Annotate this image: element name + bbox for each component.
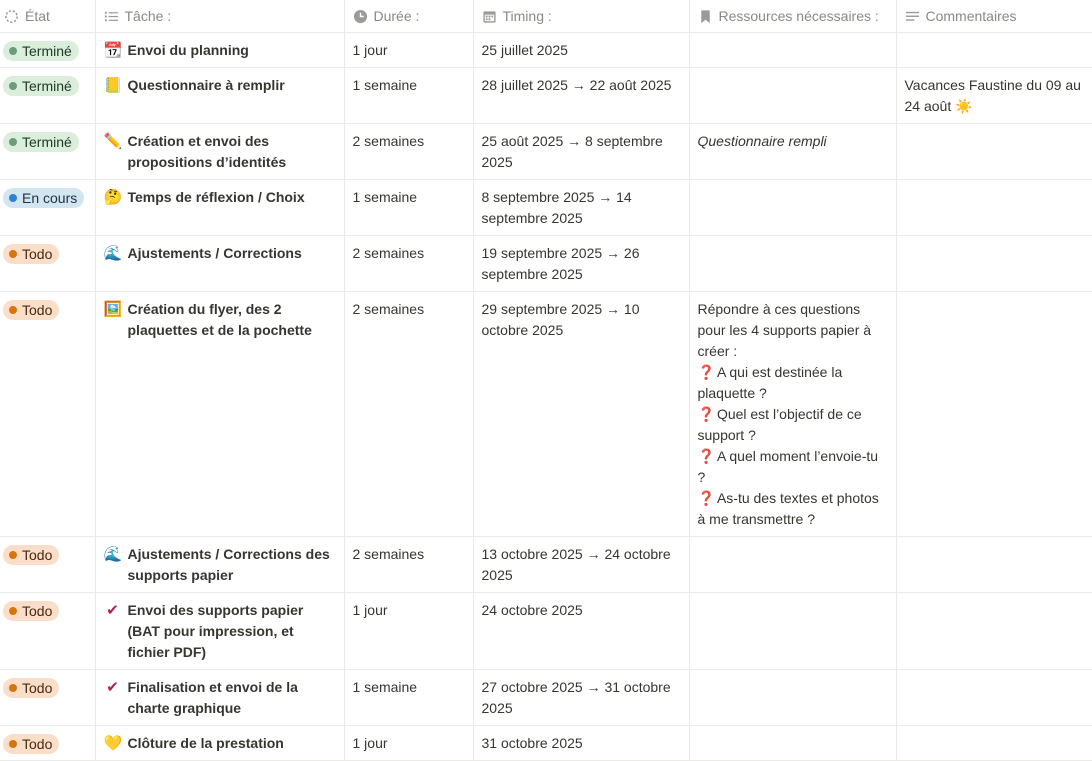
comment-value: Vacances Faustine du 09 au 24 août ☀️	[904, 77, 1081, 114]
resources-intro: Répondre à ces questions pour les 4 supports papier à créer :	[697, 301, 872, 359]
status-label: Terminé	[22, 78, 72, 94]
comment-cell[interactable]	[896, 236, 1092, 292]
timing-cell[interactable]	[473, 670, 689, 726]
timing-cell[interactable]	[473, 124, 689, 180]
status-dot	[9, 607, 17, 615]
task-name[interactable]: Ajustements / Corrections	[127, 245, 302, 261]
status-dot	[9, 684, 17, 692]
table-row[interactable]	[0, 726, 1092, 761]
question-mark-icon: ❓	[697, 364, 715, 380]
calendar-icon	[482, 9, 497, 24]
header-row	[0, 0, 1092, 33]
status-dot	[9, 250, 17, 258]
timing-cell[interactable]	[473, 726, 689, 761]
duration-value: 1 semaine	[352, 189, 418, 205]
status-badge[interactable]	[3, 244, 59, 264]
duration-cell[interactable]	[344, 593, 473, 670]
status-dot	[9, 194, 17, 202]
task-emoji-icon: 🌊	[103, 245, 123, 262]
timing-value: 25 juillet 2025	[481, 42, 568, 58]
comment-cell[interactable]	[896, 537, 1092, 593]
timing-value: 13 octobre 2025 → 24 octobre 2025	[481, 546, 671, 583]
task-wrapper	[104, 187, 336, 208]
duration-value: 2 semaines	[352, 546, 425, 562]
status-badge[interactable]	[3, 132, 79, 152]
task-name[interactable]: Questionnaire à remplir	[127, 77, 285, 93]
timing-cell[interactable]	[473, 236, 689, 292]
task-name[interactable]: Création et envoi des propositions d’identités	[127, 133, 287, 170]
task-wrapper	[104, 75, 336, 96]
task-name[interactable]: Temps de réflexion / Choix	[127, 189, 305, 205]
table-row[interactable]	[0, 537, 1092, 593]
timing-cell[interactable]	[473, 292, 689, 537]
table-row[interactable]	[0, 124, 1092, 180]
task-cell[interactable]	[95, 180, 344, 236]
status-dot	[9, 551, 17, 559]
duration-value: 1 jour	[352, 735, 388, 751]
duration-cell[interactable]	[344, 292, 473, 537]
status-icon	[4, 9, 19, 24]
timing-value: 27 octobre 2025 → 31 octobre 2025	[481, 679, 671, 716]
header-label: Commentaires	[925, 8, 1017, 24]
comment-cell[interactable]	[896, 33, 1092, 68]
status-label: Todo	[22, 736, 53, 752]
table-row[interactable]	[0, 180, 1092, 236]
resources-cell[interactable]	[689, 726, 896, 761]
column-header-tache[interactable]	[95, 0, 344, 33]
status-label: En cours	[22, 190, 78, 206]
status-label: Todo	[22, 302, 53, 318]
resources-cell[interactable]	[689, 670, 896, 726]
task-cell[interactable]	[95, 292, 344, 537]
task-cell[interactable]	[95, 537, 344, 593]
column-header-ressources[interactable]	[689, 0, 896, 33]
task-cell[interactable]	[95, 593, 344, 670]
task-cell[interactable]	[95, 68, 344, 124]
task-wrapper	[104, 733, 336, 754]
task-wrapper	[104, 544, 336, 586]
status-dot	[9, 306, 17, 314]
duration-value: 1 semaine	[352, 77, 418, 93]
task-emoji-icon: ✔	[106, 679, 119, 696]
resources-cell[interactable]	[689, 124, 896, 180]
status-cell[interactable]	[0, 593, 95, 670]
task-wrapper	[104, 677, 336, 719]
comment-cell[interactable]	[896, 292, 1092, 537]
text-lines-icon	[905, 9, 920, 24]
question-text: Quel est l’objectif de ce support ?	[697, 406, 862, 443]
table-row[interactable]	[0, 68, 1092, 124]
duration-cell[interactable]	[344, 726, 473, 761]
status-label: Todo	[22, 246, 53, 262]
resources-value: Questionnaire rempli	[697, 133, 827, 149]
task-wrapper	[104, 243, 336, 264]
resources-cell[interactable]	[689, 292, 896, 537]
table-row[interactable]	[0, 292, 1092, 537]
status-dot	[9, 740, 17, 748]
task-emoji-icon: 💛	[103, 735, 123, 752]
resources-cell[interactable]	[689, 68, 896, 124]
table-row[interactable]	[0, 593, 1092, 670]
duration-cell[interactable]	[344, 236, 473, 292]
task-cell[interactable]	[95, 33, 344, 68]
resources-cell[interactable]	[689, 537, 896, 593]
column-header-commentaires[interactable]	[896, 0, 1092, 33]
task-name[interactable]: Clôture de la prestation	[127, 735, 284, 751]
status-label: Todo	[22, 603, 53, 619]
resources-question	[698, 488, 888, 530]
resources-cell[interactable]	[689, 593, 896, 670]
duration-value: 2 semaines	[352, 301, 425, 317]
status-dot	[9, 138, 17, 146]
column-header-timing[interactable]	[473, 0, 689, 33]
status-cell[interactable]	[0, 726, 95, 761]
status-dot	[9, 47, 17, 55]
column-header-duree[interactable]	[344, 0, 473, 33]
status-badge[interactable]	[3, 601, 59, 621]
status-cell[interactable]	[0, 124, 95, 180]
duration-cell[interactable]	[344, 537, 473, 593]
table-row[interactable]	[0, 236, 1092, 292]
status-badge[interactable]	[3, 76, 79, 96]
task-wrapper	[104, 600, 336, 663]
resources-cell[interactable]	[689, 33, 896, 68]
timing-value: 25 août 2025 → 8 septembre 2025	[481, 133, 663, 170]
task-emoji-icon: 🌊	[103, 546, 123, 563]
timing-value: 29 septembre 2025 → 10 octobre 2025	[481, 301, 640, 338]
header-label: Ressources nécessaires :	[718, 8, 879, 24]
timing-cell[interactable]	[473, 537, 689, 593]
task-name[interactable]: Ajustements / Corrections des supports papier	[127, 546, 330, 583]
column-header-etat[interactable]	[0, 0, 95, 33]
comment-cell[interactable]	[896, 124, 1092, 180]
task-name[interactable]: Envoi des supports papier (BAT pour impression, et fichier PDF)	[127, 602, 304, 660]
status-cell[interactable]	[0, 537, 95, 593]
status-label: Terminé	[22, 43, 72, 59]
comment-cell[interactable]	[896, 726, 1092, 761]
timing-value: 8 septembre 2025 → 14 septembre 2025	[481, 189, 632, 226]
duration-cell[interactable]	[344, 68, 473, 124]
list-icon	[104, 9, 119, 24]
status-dot	[9, 82, 17, 90]
table-row[interactable]	[0, 33, 1092, 68]
status-badge[interactable]	[3, 300, 59, 320]
question-mark-icon: ❓	[697, 406, 715, 422]
timing-cell[interactable]	[473, 593, 689, 670]
task-cell[interactable]	[95, 236, 344, 292]
resources-question	[698, 404, 888, 446]
resources-question	[698, 362, 888, 404]
status-cell[interactable]	[0, 236, 95, 292]
status-badge[interactable]	[3, 545, 59, 565]
header-label: Tâche :	[124, 8, 172, 24]
status-cell[interactable]	[0, 68, 95, 124]
clock-icon	[353, 9, 368, 24]
timing-cell[interactable]	[473, 68, 689, 124]
task-name[interactable]: Envoi du planning	[127, 42, 249, 58]
duration-cell[interactable]	[344, 180, 473, 236]
task-wrapper	[104, 131, 336, 173]
task-cell[interactable]	[95, 726, 344, 761]
header-label: Timing :	[502, 8, 552, 24]
task-wrapper	[104, 40, 336, 61]
task-emoji-icon: 📆	[103, 42, 123, 59]
status-cell[interactable]	[0, 670, 95, 726]
status-label: Todo	[22, 547, 53, 563]
bookmark-icon	[698, 9, 713, 24]
status-cell[interactable]	[0, 180, 95, 236]
duration-value: 1 semaine	[352, 679, 418, 695]
duration-cell[interactable]	[344, 670, 473, 726]
status-cell[interactable]	[0, 33, 95, 68]
status-cell[interactable]	[0, 292, 95, 537]
comment-cell[interactable]	[896, 180, 1092, 236]
timing-cell[interactable]	[473, 180, 689, 236]
status-badge[interactable]	[3, 734, 59, 754]
duration-cell[interactable]	[344, 33, 473, 68]
status-badge[interactable]	[3, 41, 79, 61]
status-label: Terminé	[22, 134, 72, 150]
question-mark-icon: ❓	[697, 490, 715, 506]
task-name[interactable]: Finalisation et envoi de la charte graphique	[127, 679, 298, 716]
task-emoji-icon: ✔	[106, 602, 119, 619]
resources-cell[interactable]	[689, 236, 896, 292]
duration-value: 1 jour	[352, 42, 388, 58]
status-label: Todo	[22, 680, 53, 696]
task-emoji-icon: 📒	[103, 77, 123, 94]
timing-value: 31 octobre 2025	[481, 735, 583, 751]
comment-cell[interactable]	[896, 68, 1092, 124]
timing-value: 19 septembre 2025 → 26 septembre 2025	[481, 245, 640, 282]
task-emoji-icon: 🖼️	[103, 301, 123, 318]
timing-value: 28 juillet 2025 → 22 août 2025	[481, 77, 672, 93]
question-mark-icon: ❓	[697, 448, 715, 464]
status-badge[interactable]	[3, 188, 84, 208]
timing-value: 24 octobre 2025	[481, 602, 583, 618]
comment-cell[interactable]	[896, 670, 1092, 726]
timing-cell[interactable]	[473, 33, 689, 68]
duration-value: 2 semaines	[352, 245, 425, 261]
task-cell[interactable]	[95, 124, 344, 180]
resources-cell[interactable]	[689, 180, 896, 236]
task-emoji-icon: ✏️	[103, 133, 123, 150]
duration-cell[interactable]	[344, 124, 473, 180]
duration-value: 1 jour	[352, 602, 388, 618]
task-emoji-icon: 🤔	[103, 189, 123, 206]
table-row[interactable]	[0, 670, 1092, 726]
status-badge[interactable]	[3, 678, 59, 698]
task-cell[interactable]	[95, 670, 344, 726]
comment-cell[interactable]	[896, 593, 1092, 670]
task-name[interactable]: Création du flyer, des 2 plaquettes et de la pochette	[127, 301, 312, 338]
header-label: État	[25, 8, 50, 24]
question-text: A qui est destinée la plaquette ?	[697, 364, 843, 401]
duration-value: 2 semaines	[352, 133, 425, 149]
question-text: As-tu des textes et photos à me transmettre ?	[697, 490, 879, 527]
task-wrapper	[104, 299, 336, 341]
resources-question	[698, 446, 888, 488]
header-label: Durée :	[373, 8, 420, 24]
question-text: A quel moment l’envoie-tu ?	[697, 448, 879, 485]
